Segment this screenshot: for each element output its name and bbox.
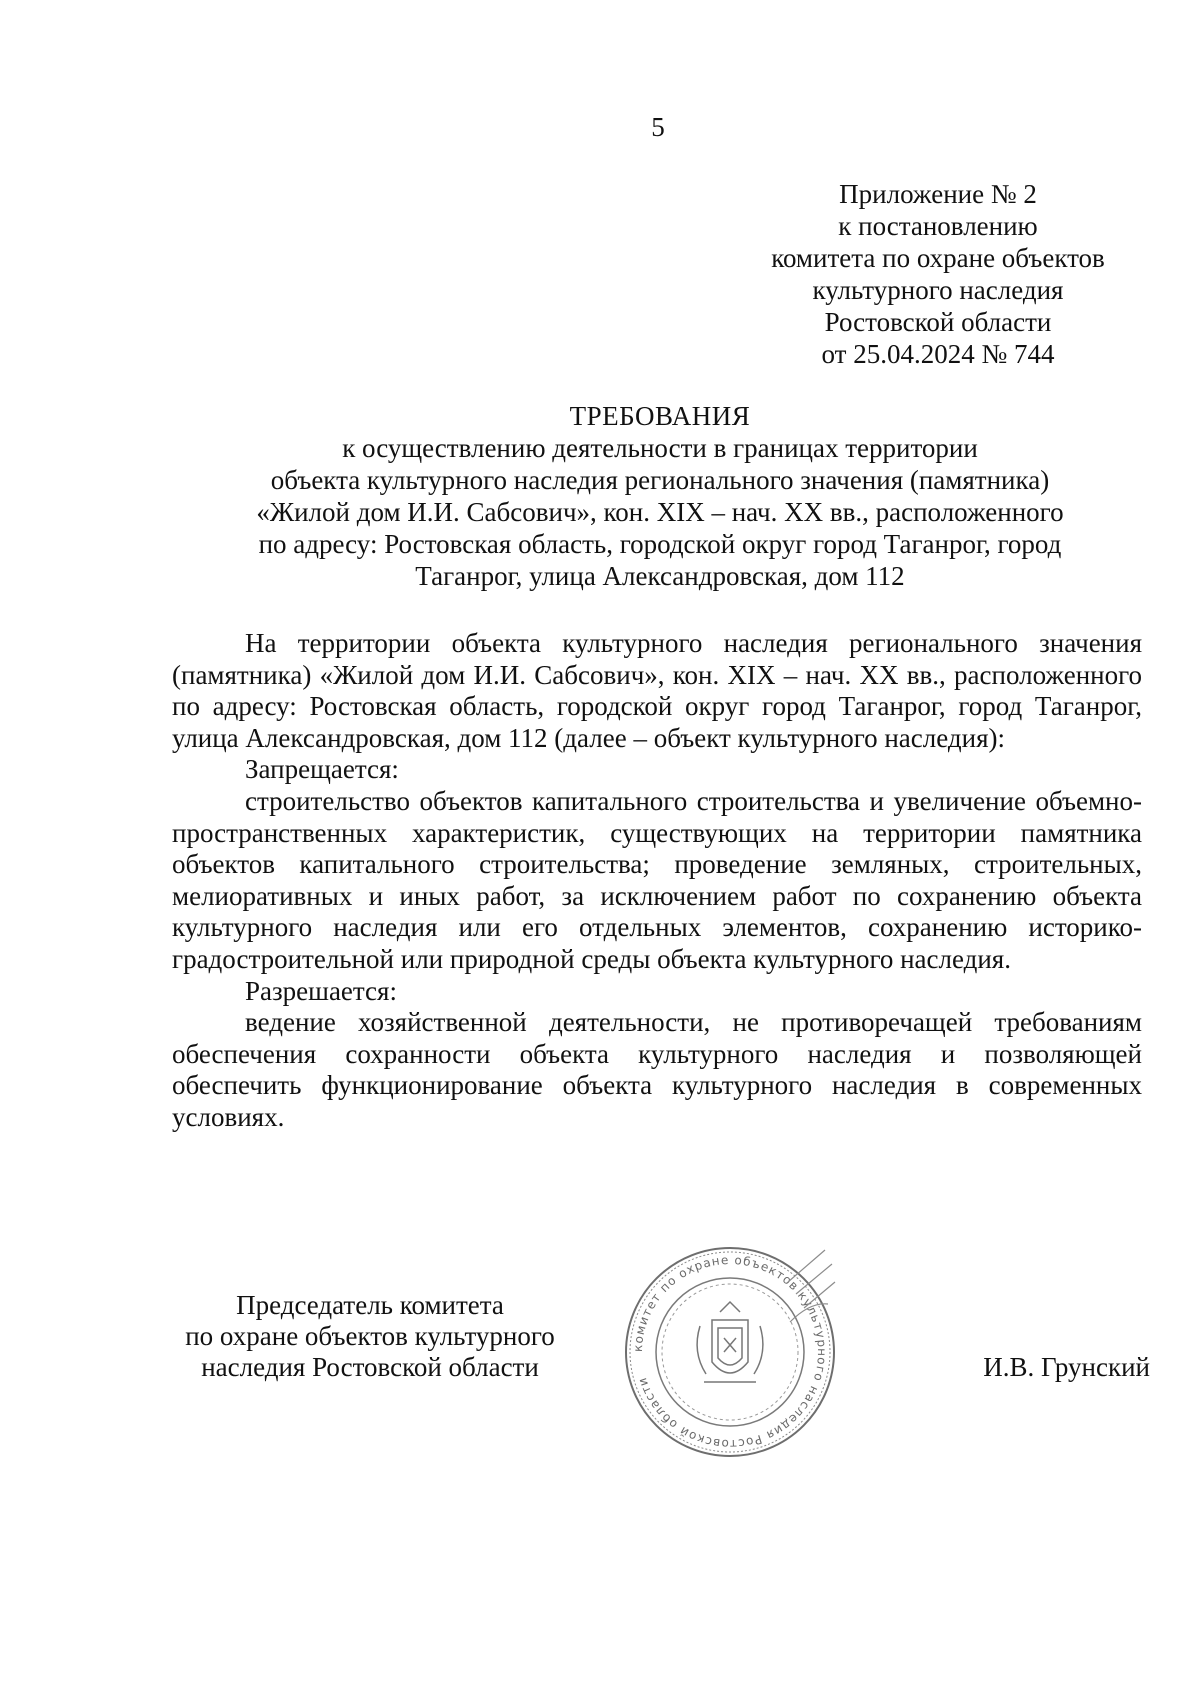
appendix-line: Приложение № 2 <box>839 179 1037 209</box>
coat-of-arms-icon <box>697 1302 763 1382</box>
official-seal <box>620 1242 840 1462</box>
intro-paragraph: На территории объекта культурного наследия регионального значения (памятника) «Жилой дом И.И. Сабсович», кон. XIX – нач. XX вв., расположенного по адресу: Ростовская область, городской округ город Таганрог, город Таганрог, улица Александровская, дом 112 (далее – объект культурного наследия): <box>172 628 1142 753</box>
prohibited-label: Запрещается: <box>245 754 399 785</box>
allowed-paragraph: ведение хозяйственной деятельности, не противоречащей требованиям обеспечения сохранности объекта культурного наследия и позволяющей обеспечить функционирование объекта культурного наследия в современных условиях. <box>172 1007 1142 1132</box>
title-heading: ТРЕБОВАНИЯ <box>569 401 751 431</box>
signature-block <box>130 1252 1150 1510</box>
appendix-line: культурного наследия <box>812 275 1064 305</box>
appendix-line: от 25.04.2024 № 744 <box>821 339 1055 369</box>
appendix-line: Ростовской области <box>824 307 1052 337</box>
appendix-line: комитета по охране объектов <box>771 243 1105 273</box>
signer-title-line: наследия Ростовской области <box>201 1352 539 1382</box>
title-line: объекта культурного наследия регионального значения (памятника) <box>270 465 1050 495</box>
appendix-line: к постановлению <box>838 211 1038 241</box>
title-line: Таганрог, улица Александровская, дом 112 <box>415 561 905 591</box>
signer-title-line: Председатель комитета <box>236 1290 504 1320</box>
page-number: 5 <box>651 112 665 142</box>
title-line: «Жилой дом И.И. Сабсович», кон. XIX – нач. XX вв., расположенного <box>256 497 1064 527</box>
allowed-label: Разрешается: <box>245 975 397 1006</box>
signer-title-line: по охране объектов культурного <box>185 1321 555 1351</box>
signer-title <box>130 1290 610 1383</box>
title-line: к осуществлению деятельности в границах территории <box>342 433 978 463</box>
document-title <box>160 400 1160 592</box>
title-line: по адресу: Ростовская область, городской округ город Таганрог, город <box>258 529 1062 559</box>
appendix-header <box>748 178 1128 370</box>
svg-text:комитет по охране объектов кул <box>631 1253 829 1451</box>
signer-name: И.В. Грунский <box>983 1352 1150 1382</box>
document-body <box>172 628 1142 1134</box>
seal-text: комитет по охране объектов культурного наследия Ростовской области <box>630 1252 830 1452</box>
prohibited-paragraph: строительство объектов капитального строительства и увеличение объемно-пространственных характеристик, существующих на территории памятника объектов капитального строительства; проведение земляных, строительных, мелиоративных и иных работ, за исключением работ по сохранению объекта культурного наследия или его отдельных элементов, сохранению историко-градостроительной или природной среды объекта культурного наследия. <box>172 785 1142 974</box>
